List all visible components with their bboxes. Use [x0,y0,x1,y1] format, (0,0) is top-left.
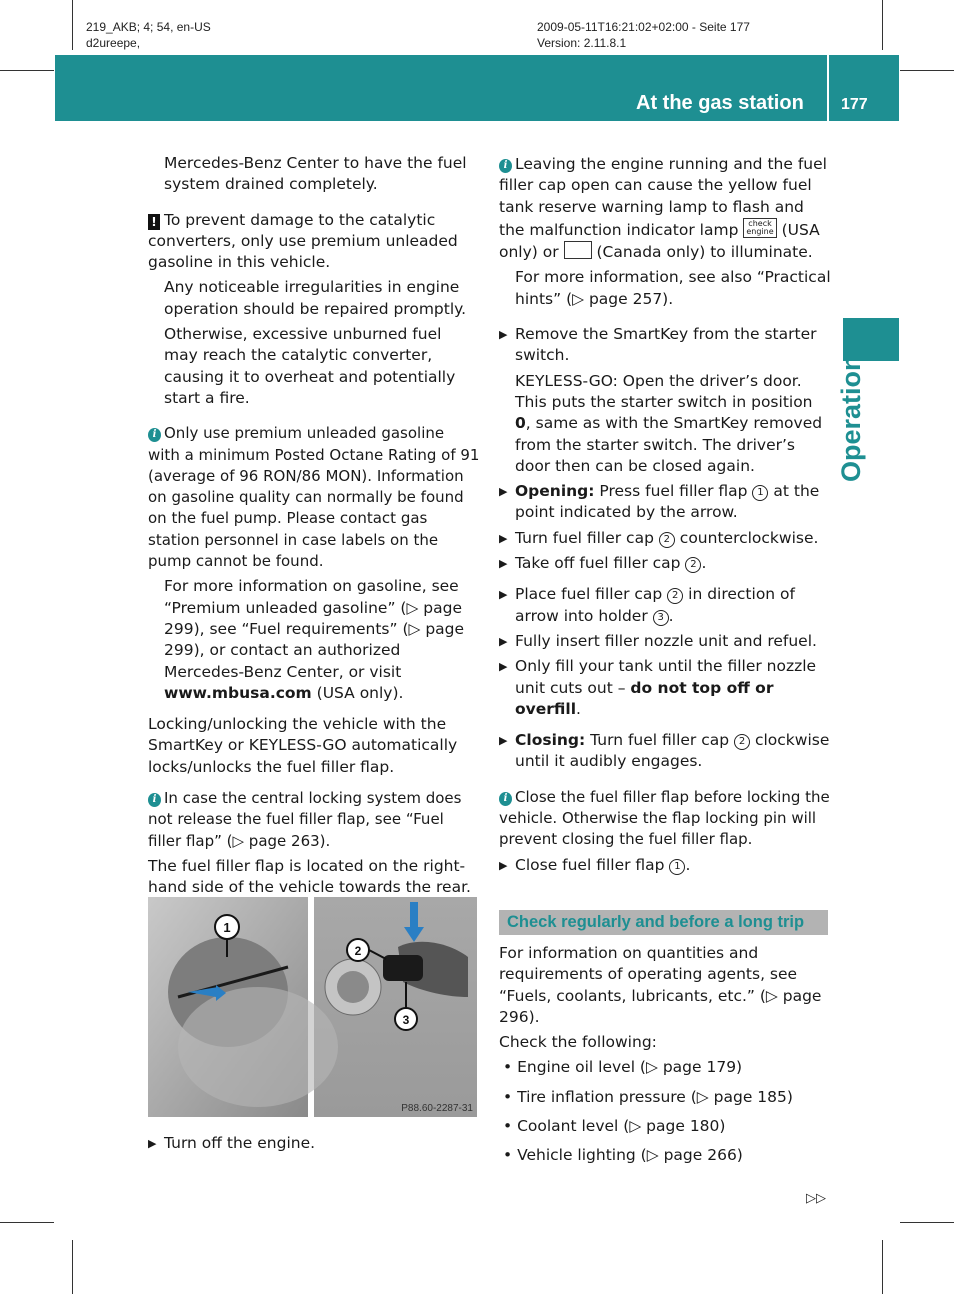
callout-2: 2 [659,532,675,548]
meta-left-line2: d2ureepe, [86,36,141,50]
arrow-icon: ▶ [499,557,508,571]
step: ▶ Take off fuel filler cap 2 . [499,553,832,574]
warning-icon: ! [148,214,160,230]
left-column [148,153,480,899]
paragraph: Mercedes-Benz Center to have the fuel system drained completely. [164,154,467,194]
paragraph: For more information on gasoline, see “Premium unleaded gasoline” (▷ page 299), see “Fuel requirements” (▷ page 299), or contact an authorized Mercedes-Benz Center, or visit www.mbusa.com (USA only). [164,577,465,702]
section-heading: Check regularly and before a long trip [499,910,828,935]
callout-1: 1 [669,859,685,875]
info-icon: i [148,793,161,807]
paragraph: Any noticeable irregularities in engine operation should be repaired promptly. [164,278,467,318]
step-list [148,1133,478,1154]
side-tab-label: Operation [836,354,866,482]
info-icon: i [148,428,161,442]
callout-2: 2 [685,557,701,573]
header-separator [827,55,829,121]
page-number: 177 [841,96,868,113]
image-code: P88.60-2287-31 [401,1103,473,1114]
arrow-icon: ▶ [499,588,508,602]
paragraph: The fuel filler flap is located on the right-hand side of the vehicle towards the rear. [148,856,471,897]
right-column-lower [499,943,832,1167]
callout-2: 2 [734,734,750,750]
step: ▶ Place fuel filler cap 2 in direction of arrow into holder 3 . [499,585,795,625]
arrow-icon: ▶ [499,485,508,499]
meta-right [537,19,750,51]
meta-right-line2: Version: 2.11.8.1 [537,36,627,50]
right-column [499,154,832,876]
arrow-icon: ▶ [499,634,508,648]
arrow-icon: ▶ [148,1137,157,1150]
warning-paragraph: ! To prevent damage to the catalytic converters, only use premium unleaded gasoline in this vehicle. [148,210,458,272]
info-paragraph: i Close the fuel filler flap before locking the vehicle. Otherwise the flap locking pin will prevent closing the fuel filler flap. [499,787,830,849]
check-engine-icon: check engine [743,218,776,238]
check-list [499,1057,832,1166]
arrow-icon: ▶ [499,734,508,748]
info-icon: i [499,159,512,173]
info-icon: i [499,792,512,806]
paragraph: Otherwise, excessive unburned fuel may reach the catalytic converter, causing it to overheat and potentially start a fire. [164,325,456,407]
callout-2: 2 [354,944,362,958]
arrow-icon: ▶ [499,858,508,872]
list-item: • Coolant level (▷ page 180) [503,1117,726,1136]
callout-2: 2 [667,588,683,604]
meta-right-line1: 2009-05-11T16:21:02+02:00 - Seite 177 [537,20,750,34]
fuel-flap-photo [148,897,477,1117]
callout-1: 1 [223,920,231,935]
arrow-icon: ▶ [499,660,508,674]
section-title: At the gas station [636,92,804,114]
step: ▶ Remove the SmartKey from the starter switch. [499,325,817,365]
step: ▶ Close fuel filler flap 1 . [499,855,832,876]
info-paragraph: i Only use premium unleaded gasoline with a minimum Posted Octane Rating of 91 (average of 96 RON/86 MON). Information on gasoline quality can normally be found on the fuel pump. Please contact gas station personnel in case labels on the pump cannot be found. [148,424,480,571]
paragraph: KEYLESS-GO: Open the driver’s door. This puts the starter switch in position 0, same as with the SmartKey removed from the starter switch. The driver’s door then can be closed again. [515,371,823,475]
step: ▶ Opening: Press fuel filler flap 1 at the point indicated by the arrow. [499,482,820,522]
list-item: • Vehicle lighting (▷ page 266) [503,1146,743,1165]
callout-3: 3 [402,1013,410,1027]
callout-1: 1 [752,485,768,501]
step: ▶ Fully insert filler nozzle unit and refuel. [499,631,832,652]
meta-left [86,19,211,51]
list-item: • Engine oil level (▷ page 179) [503,1058,743,1077]
list-item: • Tire inflation pressure (▷ page 185) [503,1087,793,1106]
paragraph: For more information, see also “Practical hints” (▷ page 257). [515,268,831,308]
step: ▶ Only fill your tank until the filler nozzle unit cuts out – do not top off or overfill. [499,657,817,718]
step: ▶ Turn fuel filler cap 2 counterclockwise. [499,528,832,549]
paragraph: Locking/unlocking the vehicle with the SmartKey or KEYLESS-GO automatically locks/unlocks the fuel filler flap. [148,715,458,776]
step: ▶ Turn off the engine. [148,1133,478,1154]
meta-left-line1: 219_AKB; 4; 54, en-US [86,20,211,34]
website-link: www.mbusa.com [164,683,312,702]
engine-icon [564,241,592,259]
step: ▶ Closing: Turn fuel filler cap 2 clockwise until it audibly engages. [499,731,830,771]
paragraph: Check the following: [499,1033,657,1052]
paragraph: For information on quantities and requirements of operating agents, see “Fuels, coolants, lubricants, etc.” (▷ page 296). [499,944,822,1026]
arrow-icon: ▶ [499,531,508,545]
info-paragraph: i Leaving the engine running and the fuel filler cap open can cause the yellow fuel tank reserve warning lamp to flash and the malfunction indicator lamp check engine (USA only) or (Canada only) to illuminate. [499,155,827,262]
callout-3: 3 [653,610,669,626]
arrow-icon: ▶ [499,328,508,342]
continue-mark: ▷▷ [806,1191,826,1206]
info-paragraph: i In case the central locking system does not release the fuel filler flap, see “Fuel filler flap” (▷ page 263). [148,789,462,850]
